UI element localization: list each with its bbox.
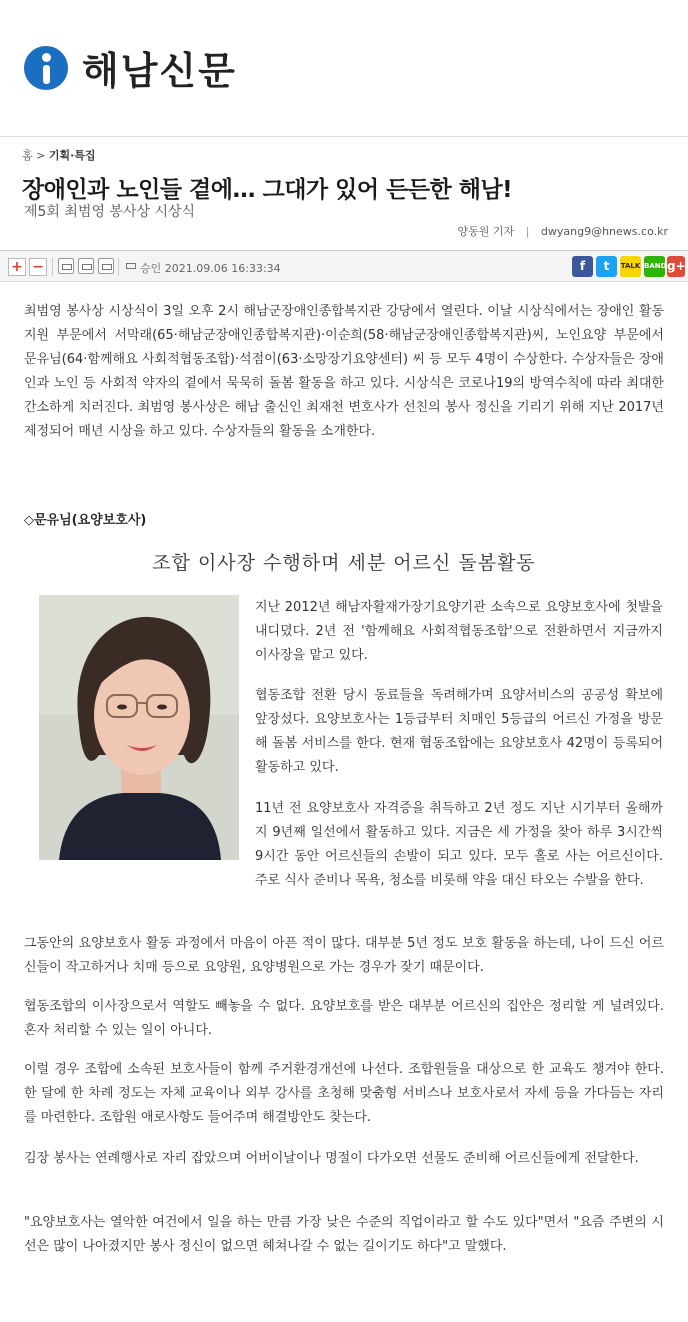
byline [458, 223, 668, 239]
body-paragraph: 이럴 경우 조합에 소속된 보호사들이 함께 주거환경개선에 나선다. 조합원들을 대상으로 한 교육도 챙겨야 한다. 한 달에 한 차례 정도는 자체 교육이나 외부 강사를 초청해 맞춤형 서비스나 보호사로서 자세 등을 가다듬는 자리를 마련한다. 조합원 애로사항도 들어주며 해결방안도 찾는다. [24, 1062, 664, 1125]
portrait-photo [39, 595, 239, 860]
facebook-share-icon[interactable]: f [572, 256, 593, 277]
quote-paragraph: "요양보호사는 열악한 여건에서 일을 하는 만큼 가장 낮은 수준의 직업이라고 할 수도 있다"면서 "요즘 주변의 시선은 많이 나아졌지만 봉사 정신이 없으면 헤쳐나갈 수 없는 길이기도 하다"고 말했다. [24, 1215, 664, 1254]
toolbar-divider [52, 258, 53, 276]
info-logo-icon [24, 46, 68, 90]
intro-paragraph: 최범영 봉사상 시상식이 3일 오후 2시 해남군장애인종합복지관 강당에서 열린다. 이날 시상식에서는 장애인 활동지원 부문에서 서막래(65·해남군장애인종합복지관)·이순희(58·해남군장애인종합복지관)씨, 노인요양 부문에서 문유님(64·함께해요 사회적협동조합)·석점이(63·소망장기요양센터) 씨 등 모두 4명이 수상한다. 수상자들은 장애인과 노인 등 사회적 약자의 곁에서 묵묵히 돌봄 활동을 하고 있다. 시상식은 코로나19의 방역수칙에 따라 최대한 간소하게 치러진다. 최범영 봉사상은 해남 출신인 최재천 변호사가 선친의 봉사 정신을 기리기 위해 지난 2017년 제정되어 매년 시상을 하고 있다. 수상자들의 활동을 소개한다. [24, 304, 664, 439]
profile-paragraph: 지난 2012년 해남자활재가장기요양기관 소속으로 요양보호사에 첫발을 내디뎠다. 2년 전 '함께해요 사회적협동조합'으로 전환하면서 지금까지 이사장을 맡고 있다. [255, 600, 663, 663]
font-increase-button[interactable]: + [8, 258, 26, 276]
scrap-icon[interactable] [123, 258, 139, 274]
site-header [0, 0, 688, 136]
byline-separator: | [525, 225, 530, 238]
breadcrumb [22, 147, 96, 163]
article-header [0, 136, 688, 250]
sub-heading: 조합 이사장 수행하며 세분 어르신 돌봄활동 [152, 552, 536, 574]
toolbar-divider [118, 258, 119, 276]
kakaotalk-share-icon[interactable]: TALK [620, 256, 641, 277]
twitter-share-icon[interactable]: t [596, 256, 617, 277]
approved-datetime: 2021.09.06 16:33:34 [164, 262, 281, 275]
article-title: 장애인과 노인들 곁에… 그대가 있어 든든한 해남! [22, 177, 513, 203]
body-paragraph: 그동안의 요양보호사 활동 과정에서 마음이 아픈 적이 많다. 대부분 5년 정도 보호 활동을 하는데, 나이 드신 어르신들이 작고하거나 치매 등으로 요양원, 요양병원으로 가는 경우가 잦기 때문이다. [24, 936, 664, 975]
print-icon[interactable] [58, 258, 74, 274]
reporter-email[interactable]: dwyang9@hnews.co.kr [540, 225, 668, 238]
site-logo[interactable] [24, 40, 237, 95]
approved-timestamp [140, 260, 281, 276]
copy-icon[interactable] [98, 258, 114, 274]
band-share-icon[interactable]: BAND [644, 256, 665, 277]
approved-label: 승인 [140, 262, 162, 275]
chevron-right-icon: > [36, 149, 46, 162]
font-decrease-button[interactable]: − [29, 258, 47, 276]
section-heading: ◇문유님(요양보호사) [24, 513, 147, 528]
profile-paragraph: 11년 전 요양보호사 자격증을 취득하고 2년 정도 지난 시기부터 올해까지 9년째 일선에서 활동하고 있다. 지금은 세 가정을 찾아 하루 3시간씩 9시간 동안 어르신들의 손발이 되고 있다. 모두 홀로 사는 어르신이다. 주로 식사 준비나 목욕, 청소를 비롯해 약을 대신 타오는 수발을 한다. [255, 801, 663, 888]
google-plus-share-icon[interactable]: g+ [667, 256, 685, 277]
photo-icon[interactable] [78, 258, 94, 274]
article-toolbar [0, 250, 688, 282]
article-subtitle: 제5회 최범영 봉사상 시상식 [24, 204, 196, 220]
breadcrumb-category[interactable]: 기획·특집 [48, 149, 96, 162]
breadcrumb-home[interactable]: 홈 [22, 149, 33, 162]
reporter-name: 양동원 기자 [457, 225, 515, 238]
profile-paragraph: 협동조합 전환 당시 동료들을 독려해가며 요양서비스의 공공성 확보에 앞장섰다. 요양보호사는 1등급부터 치매인 5등급의 어르신 가정을 방문해 돌봄 서비스를 한다. 현재 협동조합에는 요양보호사 42명이 등록되어 활동하고 있다. [255, 688, 663, 775]
site-name: 해남신문 [82, 49, 237, 93]
body-paragraph: 협동조합의 이사장으로서 역할도 빼놓을 수 없다. 요양보호를 받은 대부분 어르신의 집안은 정리할 게 널려있다. 혼자 처리할 수 있는 일이 아니다. [24, 999, 664, 1038]
body-paragraph: 김장 봉사는 연례행사로 자리 잡았으며 어버이날이나 명절이 다가오면 선물도 준비해 어르신들에게 전달한다. [24, 1151, 639, 1166]
